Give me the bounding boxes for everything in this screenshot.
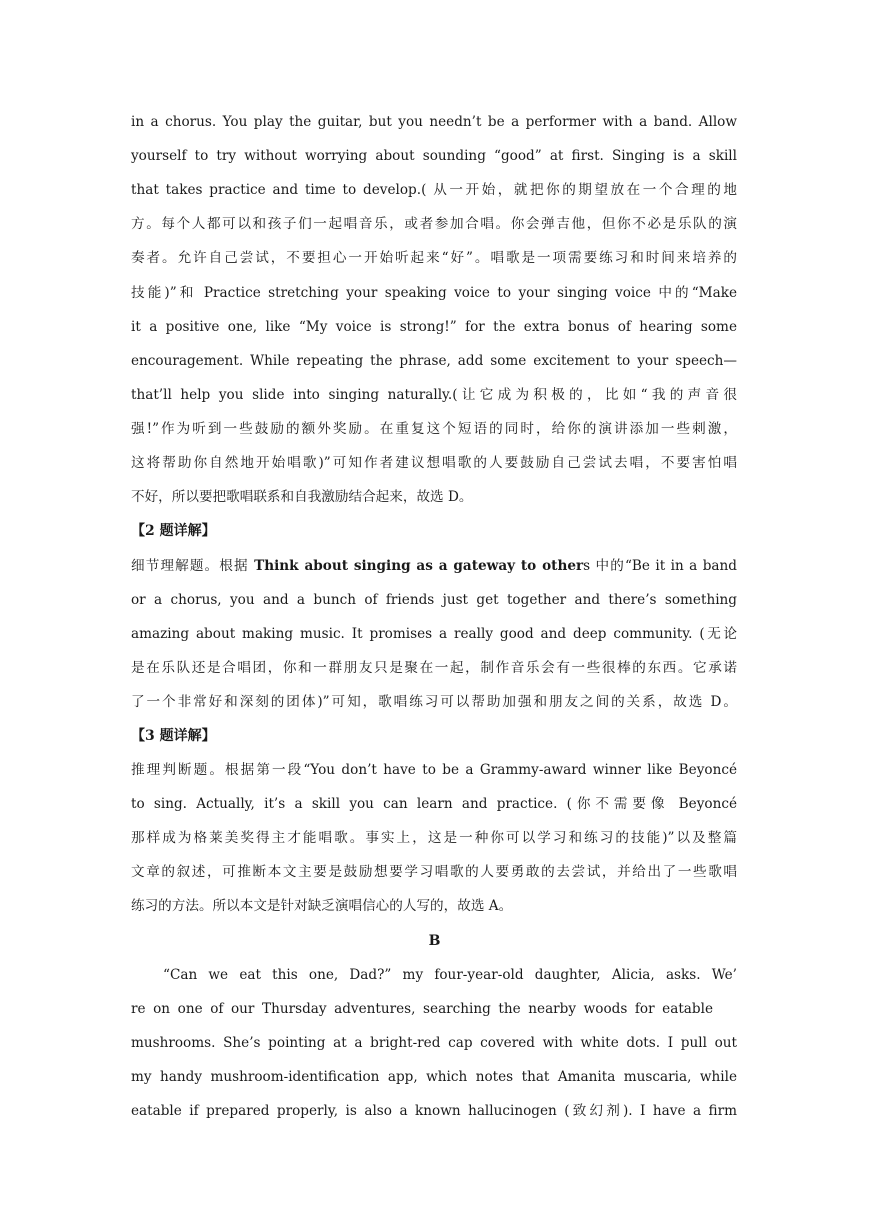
paragraph-line: eatable if prepared properly, is also a known hallucinogen (致幻剂). I have a firm [131, 1103, 737, 1119]
paragraph-line: 推理判断题。根据第一段“You don’t have to be a Grammy-award winner like Beyoncé [131, 762, 737, 778]
paragraph-line: 那样成为格莱美奖得主才能唱歌。事实上，这是一种你可以学习和练习的技能)”以及整篇 [131, 830, 737, 846]
paragraph-line: amazing about making music. It promises a really good and deep community. (无论 [131, 626, 737, 642]
paragraph-line: mushrooms. She’s pointing at a bright-red cap covered with white dots. I pull out [131, 1035, 737, 1051]
paragraph-line: “Can we eat this one, Dad?” my four-year-old daughter, Alicia, asks. We’ [163, 967, 737, 983]
paragraph-line: it a positive one, like “My voice is strong!” for the extra bonus of hearing some [131, 319, 737, 335]
q2-line-suffix: s 中的“Be it in a band [583, 558, 737, 574]
paragraph-line: that takes practice and time to develop.( 从一开始，就把你的期望放在一个合理的地 [131, 182, 737, 198]
paragraph-line: 文章的叙述，可推断本文主要是鼓励想要学习唱歌的人要勇敢的去尝试，并给出了一些歌唱 [131, 864, 737, 880]
q3-heading: 【3 题详解】 [131, 728, 216, 744]
section-b-title: B [428, 933, 441, 949]
paragraph-line: 强!”作为听到一些鼓励的额外奖励。在重复这个短语的同时，给你的演讲添加一些刺激， [131, 421, 737, 437]
q2-first-line [131, 556, 737, 576]
paragraph-line: 练习的方法。所以本文是针对缺乏演唱信心的人写的，故选 A。 [131, 898, 513, 914]
paragraph-line: re on one of our Thursday adventures, searching the nearby woods for eatable [131, 1001, 713, 1017]
q2-line-prefix: 细节理解题。根据 [131, 558, 255, 574]
paragraph-line: 方。每个人都可以和孩子们一起唱音乐，或者参加合唱。你会弹吉他，但你不必是乐队的演 [131, 216, 737, 232]
paragraph-line: 技能)”和 Practice stretching your speaking voice to your singing voice 中的“Make [131, 285, 737, 301]
paragraph-line: 是在乐队还是合唱团，你和一群朋友只是聚在一起，制作音乐会有一些很棒的东西。它承诺 [131, 660, 737, 676]
paragraph-line: or a chorus, you and a bunch of friends just get together and there’s something [131, 592, 737, 608]
paragraph-line: 不好，所以要把歌唱联系和自我激励结合起来，故选 D。 [131, 489, 473, 505]
paragraph-line: to sing. Actually, it’s a skill you can learn and practice. (你不需要像 Beyoncé [131, 796, 737, 812]
paragraph-line: 奏者。允许自己尝试，不要担心一开始听起来“好”。唱歌是一项需要练习和时间来培养的 [131, 250, 737, 266]
paragraph-line: 这将帮助你自然地开始唱歌)”可知作者建议想唱歌的人要鼓励自己尝试去唱，不要害怕唱 [131, 455, 737, 471]
paragraph-line: yourself to try without worrying about sounding “good” at first. Singing is a skill [131, 148, 737, 164]
q2-heading: 【2 题详解】 [131, 523, 216, 539]
paragraph-line: my handy mushroom-identification app, which notes that Amanita muscaria, while [131, 1069, 737, 1085]
paragraph-line: 了一个非常好和深刻的团体)”可知，歌唱练习可以帮助加强和朋友之间的关系，故选 D。 [131, 694, 737, 710]
paragraph-line: that’ll help you slide into singing naturally.(让它成为积极的，比如“我的声音很 [131, 387, 737, 403]
paragraph-line: in a chorus. You play the guitar, but you needn’t be a performer with a band. Allow [131, 114, 737, 130]
paragraph-line: encouragement. While repeating the phrase, add some excitement to your speech— [131, 353, 737, 369]
q2-quoted-heading: Think about singing as a gateway to other [254, 558, 584, 574]
